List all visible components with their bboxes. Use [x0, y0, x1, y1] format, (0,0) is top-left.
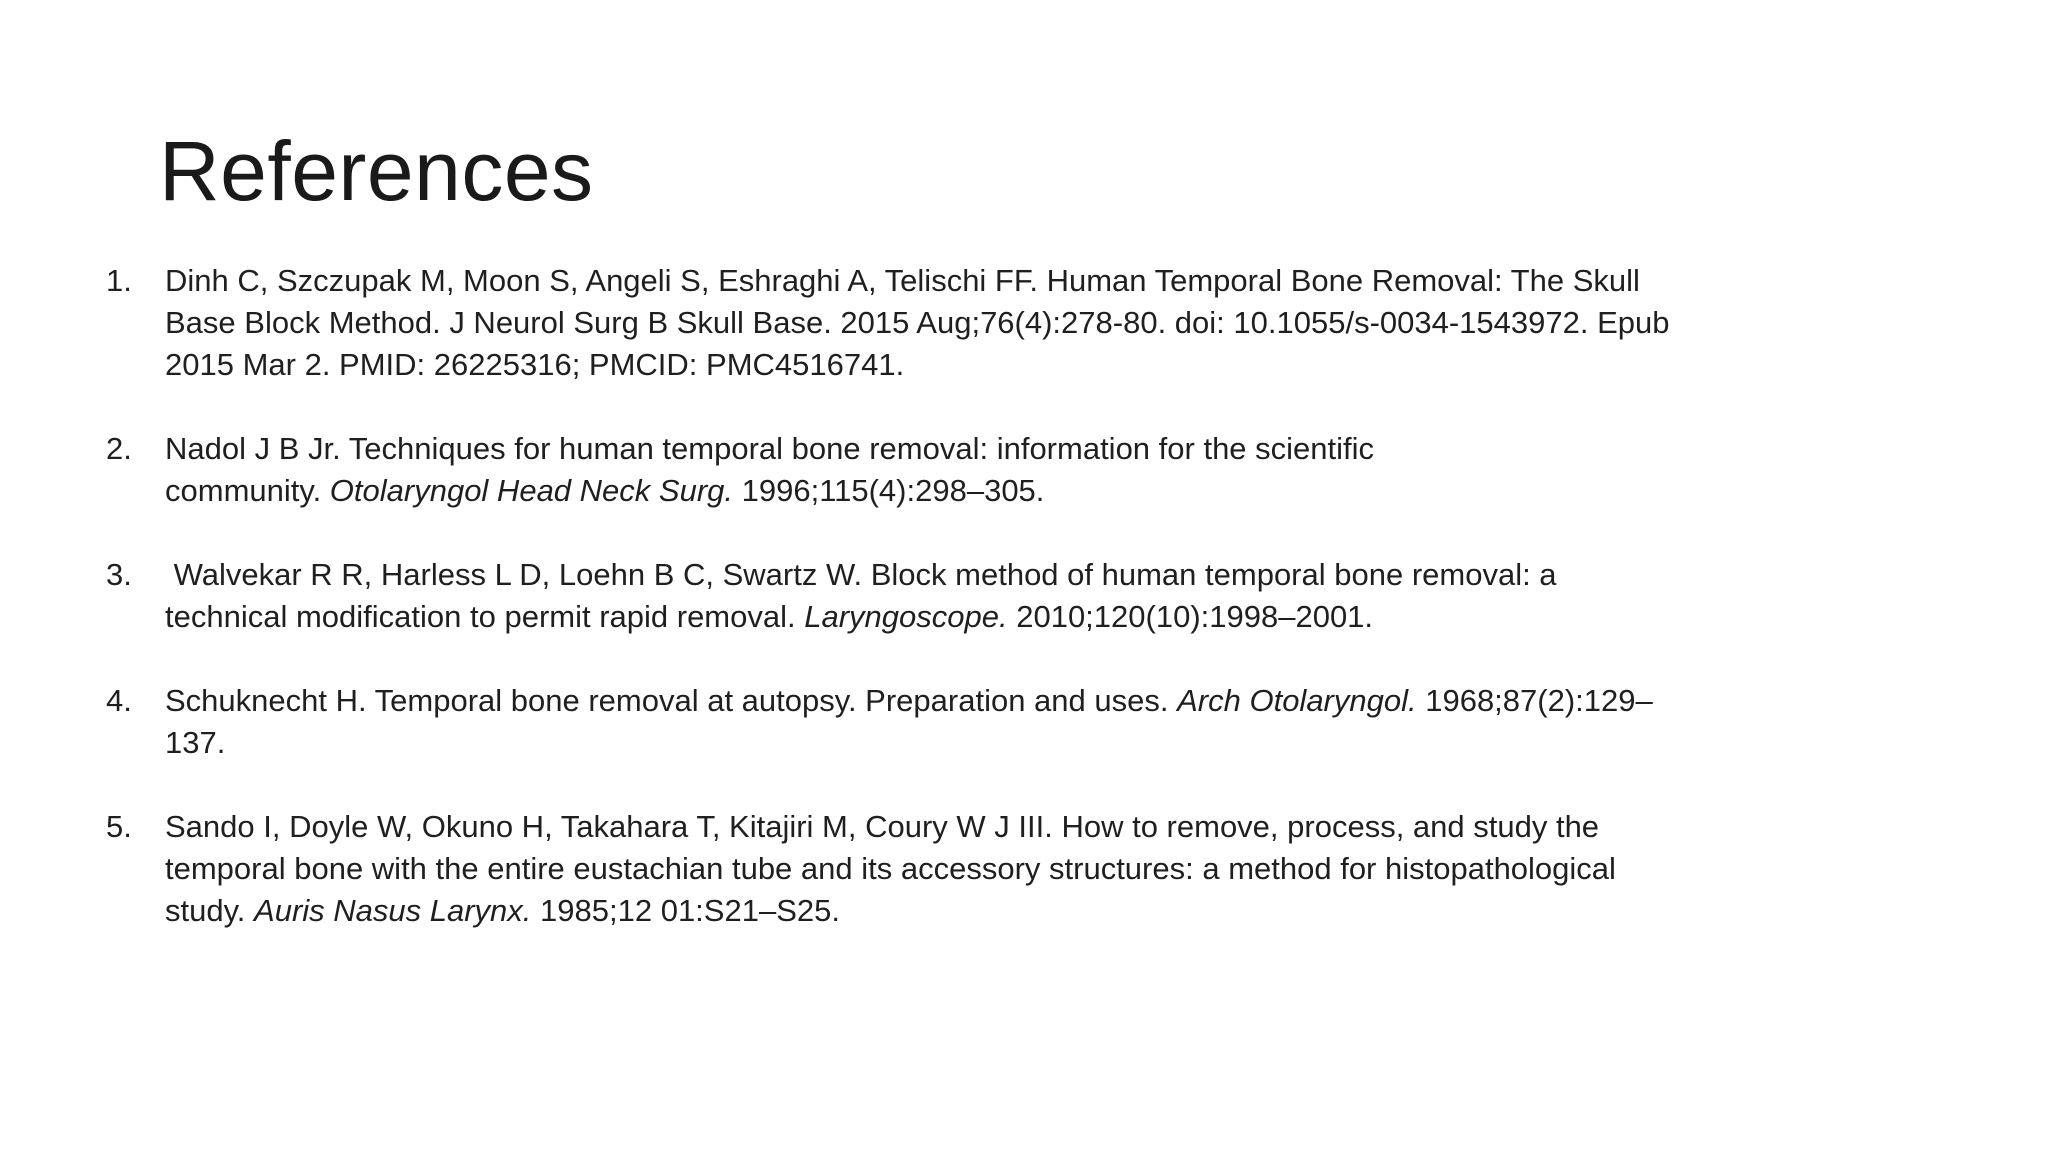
reference-text	[165, 554, 1906, 638]
reference-list	[106, 260, 1906, 974]
reference-text	[165, 680, 1906, 764]
journal-name: Laryngoscope.	[804, 599, 1008, 634]
journal-name: Auris Nasus Larynx.	[254, 893, 532, 928]
reference-item-4	[106, 680, 1906, 764]
reference-line: Nadol J B Jr. Techniques for human temporal bone removal: information for the scientific	[165, 431, 1375, 466]
reference-number: 3.	[106, 557, 132, 592]
reference-line: temporal bone with the entire eustachian tube and its accessory structures: a method for histopathological	[165, 851, 1616, 886]
reference-text	[165, 428, 1906, 512]
slide-title: References	[159, 124, 594, 218]
reference-text	[165, 806, 1906, 932]
reference-line: 2015 Mar 2. PMID: 26225316; PMCID: PMC4516741.	[165, 347, 905, 382]
journal-name: Arch Otolaryngol.	[1177, 683, 1417, 718]
reference-line-prefix: Schuknecht H. Temporal bone removal at autopsy. Preparation and uses.	[165, 683, 1178, 718]
reference-line-suffix: 1985;12 01:S21–S25.	[531, 893, 840, 928]
reference-line-suffix: 1996;115(4):298–305.	[733, 473, 1045, 508]
reference-line-prefix: community.	[165, 473, 330, 508]
reference-line-prefix: technical modification to permit rapid removal.	[165, 599, 805, 634]
reference-number: 1.	[106, 263, 132, 298]
reference-line-suffix: 1968;87(2):129–	[1416, 683, 1653, 718]
reference-item-3	[106, 554, 1906, 638]
reference-text	[165, 260, 1906, 386]
reference-number: 2.	[106, 431, 132, 466]
reference-line: Base Block Method. J Neurol Surg B Skull Base. 2015 Aug;76(4):278-80. doi: 10.1055/s-0034-1543972. Epub	[165, 305, 1670, 340]
reference-number: 5.	[106, 809, 132, 844]
reference-line: 137.	[165, 725, 226, 760]
reference-line: Sando I, Doyle W, Okuno H, Takahara T, Kitajiri M, Coury W J III. How to remove, process, and study the	[165, 809, 1600, 844]
reference-line-prefix: study.	[165, 893, 255, 928]
journal-name: Otolaryngol Head Neck Surg.	[329, 473, 733, 508]
reference-line: Walvekar R R, Harless L D, Loehn B C, Swartz W. Block method of human temporal bone removal: a	[165, 557, 1557, 592]
reference-line: Dinh C, Szczupak M, Moon S, Angeli S, Eshraghi A, Telischi FF. Human Temporal Bone Removal: The Skull	[165, 263, 1640, 298]
reference-number: 4.	[106, 683, 132, 718]
reference-item-2	[106, 428, 1906, 512]
reference-item-1	[106, 260, 1906, 386]
reference-item-5	[106, 806, 1906, 932]
reference-line-suffix: 2010;120(10):1998–2001.	[1007, 599, 1374, 634]
